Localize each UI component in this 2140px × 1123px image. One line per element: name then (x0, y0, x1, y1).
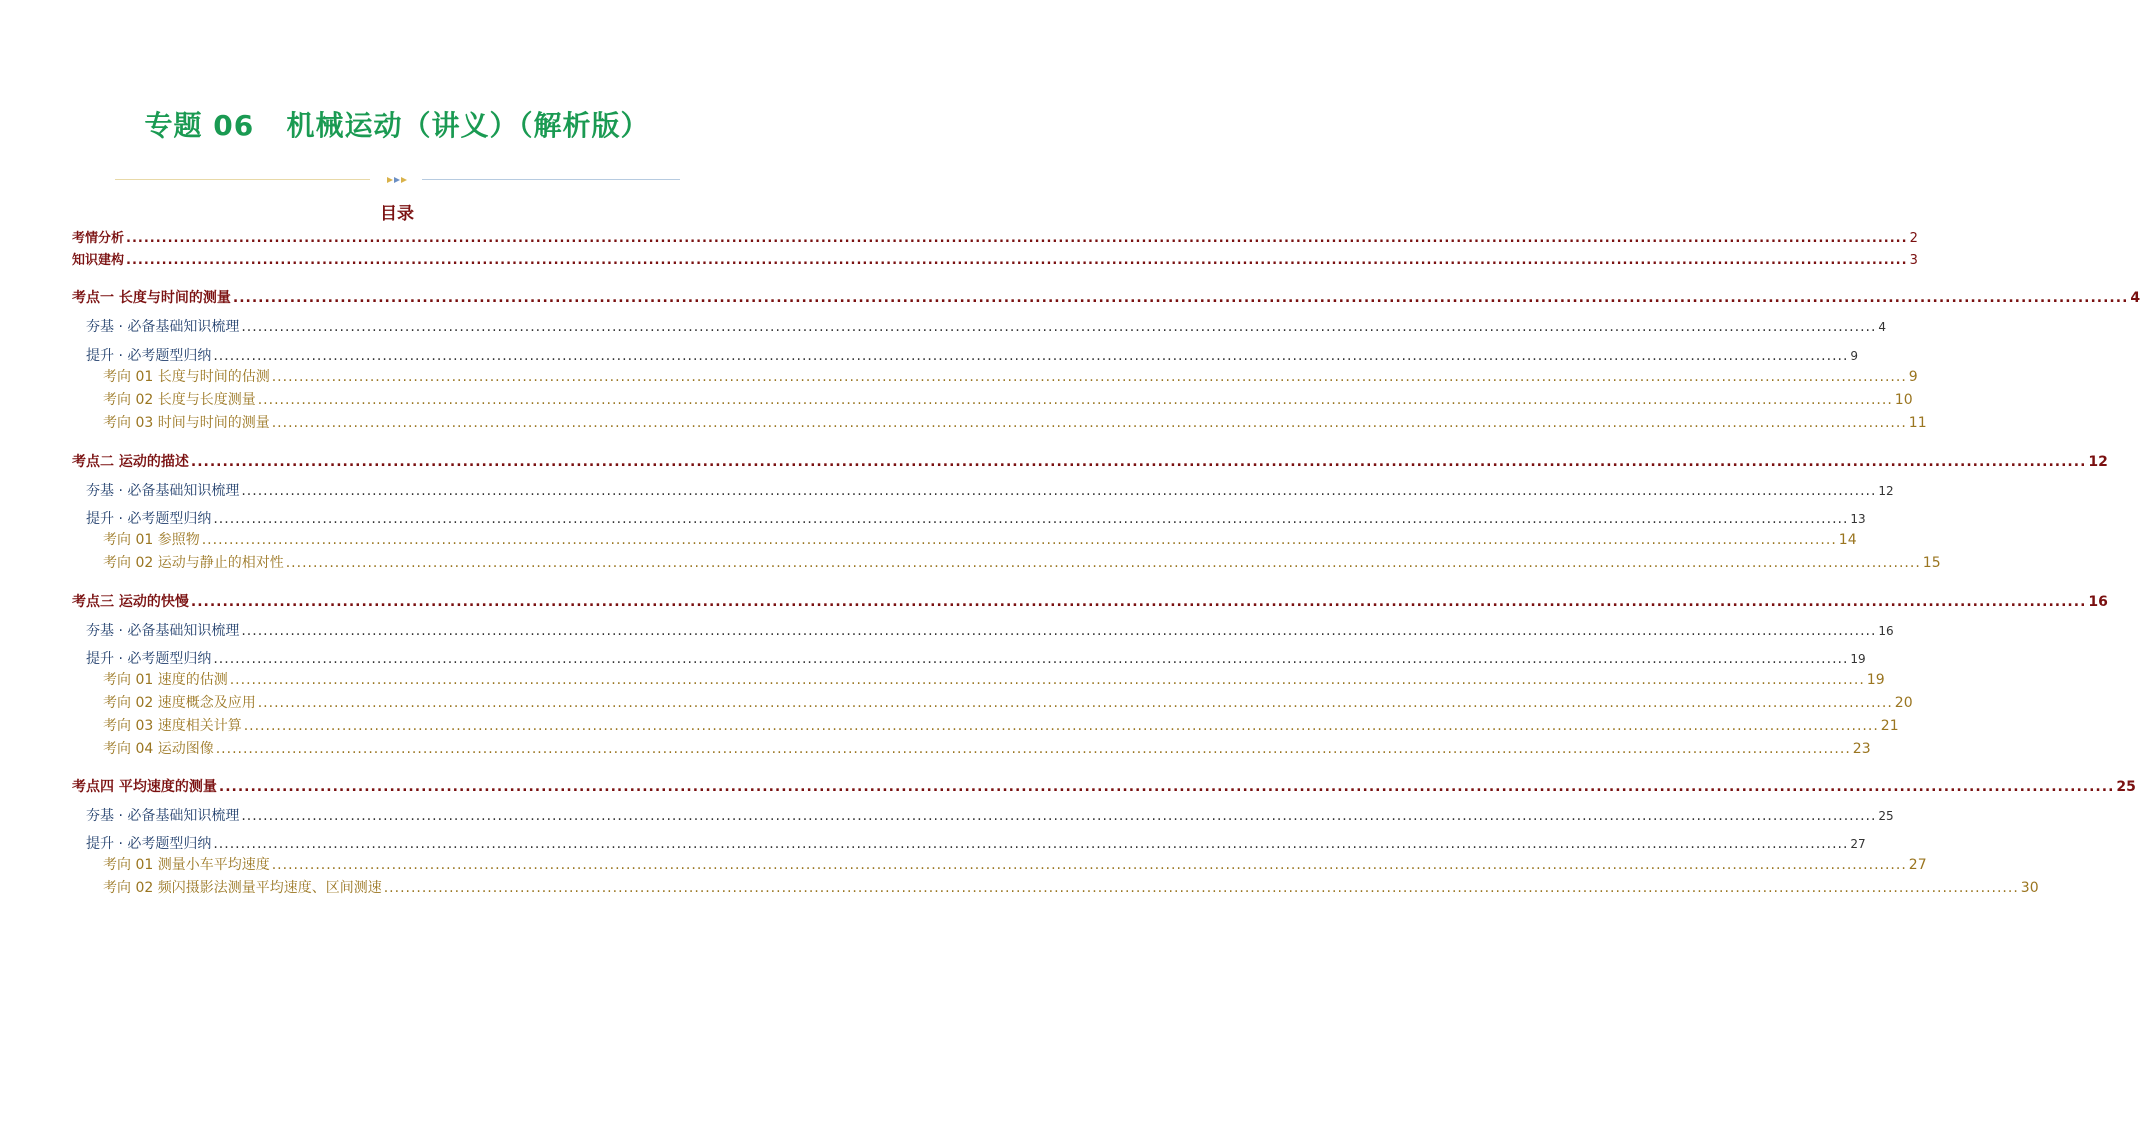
toc-leader-dots: ............................................................................................................................................................................................................................................................................................................ (271, 415, 1907, 431)
toc-direction[interactable] (103, 552, 1941, 572)
toc-leader-dots: ............................................................................................................................................................................................................................................................................................................ (243, 718, 1879, 734)
toc-entry-label: 提升 · 必考题型归纳 (86, 511, 212, 527)
toc-point-4[interactable] (72, 776, 2136, 796)
toc-page-number: 20 (1894, 695, 1913, 711)
toc-leader-dots: ............................................................................................................................................................................................................................................................................................................ (213, 348, 1849, 364)
toc-leader-dots: ............................................................................................................................................................................................................................................................................................................ (232, 290, 2129, 306)
toc-direction[interactable] (103, 877, 2039, 897)
toc-entry-label: 夯基 · 必备基础知识梳理 (86, 808, 240, 824)
toc-direction[interactable] (103, 715, 1899, 735)
toc-page-number: 3 (1909, 253, 1918, 268)
toc-improve-2[interactable] (86, 508, 1866, 528)
toc-basic-4[interactable] (86, 805, 1894, 825)
toc-entry-overview[interactable] (72, 227, 1918, 247)
toc-leader-dots: ............................................................................................................................................................................................................................................................................................................ (257, 392, 1893, 408)
toc-page-number: 12 (1878, 484, 1894, 498)
toc-point-1[interactable] (72, 287, 2140, 307)
toc-page-number: 16 (1878, 624, 1894, 638)
toc-leader-dots: ............................................................................................................................................................................................................................................................................................................ (241, 623, 1877, 639)
toc-page-number: 27 (1850, 837, 1866, 851)
document-title: 专题 06 机械运动（讲义）（解析版） (144, 109, 650, 142)
toc-entry-label: 考向 02 长度与长度测量 (103, 392, 256, 408)
toc-page-number: 13 (1850, 512, 1866, 526)
divider-ornament-icon (373, 175, 417, 185)
toc-page-number: 19 (1850, 652, 1866, 666)
title-divider (115, 174, 680, 186)
toc-basic-2[interactable] (86, 480, 1894, 500)
toc-leader-dots: ............................................................................................................................................................................................................................................................................................................ (126, 253, 1908, 268)
toc-entry-label: 提升 · 必考题型归纳 (86, 836, 212, 852)
toc-heading: 目录 (380, 204, 414, 224)
toc-page-number: 9 (1908, 369, 1918, 385)
toc-point-3[interactable] (72, 591, 2108, 611)
toc-leader-dots: ............................................................................................................................................................................................................................................................................................................ (213, 511, 1849, 527)
toc-leader-dots: ............................................................................................................................................................................................................................................................................................................ (213, 836, 1849, 852)
toc-page-number: 11 (1908, 415, 1927, 431)
toc-leader-dots: ............................................................................................................................................................................................................................................................................................................ (285, 555, 1921, 571)
toc-entry-label: 知识建构 (72, 253, 125, 268)
toc-page-number: 27 (1908, 857, 1927, 873)
toc-leader-dots: ............................................................................................................................................................................................................................................................................................................ (229, 672, 1865, 688)
toc-direction[interactable] (103, 529, 1857, 549)
toc-entry-label: 夯基 · 必备基础知识梳理 (86, 623, 240, 639)
toc-page-number: 9 (1850, 349, 1859, 363)
toc-improve-3[interactable] (86, 648, 1866, 668)
toc-direction[interactable] (103, 412, 1927, 432)
toc-page-number: 30 (2020, 880, 2039, 896)
toc-page-number: 23 (1852, 741, 1871, 757)
toc-improve-1[interactable] (86, 345, 1859, 365)
toc-leader-dots: ............................................................................................................................................................................................................................................................................................................ (218, 779, 2115, 795)
toc-basic-3[interactable] (86, 620, 1894, 640)
toc-entry-label: 提升 · 必考题型归纳 (86, 348, 212, 364)
toc-leader-dots: ............................................................................................................................................................................................................................................................................................................ (201, 532, 1837, 548)
toc-leader-dots: ............................................................................................................................................................................................................................................................................................................ (271, 369, 1907, 385)
toc-entry-label: 考向 01 参照物 (103, 532, 200, 548)
toc-entry-label: 考点四 平均速度的测量 (72, 779, 217, 795)
toc-entry-label: 考向 04 运动图像 (103, 741, 214, 757)
toc-point-2[interactable] (72, 451, 2108, 471)
toc-leader-dots: ............................................................................................................................................................................................................................................................................................................ (215, 741, 1851, 757)
toc-entry-knowledge[interactable] (72, 249, 1918, 269)
toc-direction[interactable] (103, 669, 1885, 689)
toc-basic-1[interactable] (86, 316, 1887, 336)
toc-leader-dots: ............................................................................................................................................................................................................................................................................................................ (213, 651, 1849, 667)
toc-entry-label: 夯基 · 必备基础知识梳理 (86, 483, 240, 499)
toc-entry-label: 考向 01 长度与时间的估测 (103, 369, 270, 385)
toc-entry-label: 夯基 · 必备基础知识梳理 (86, 319, 240, 335)
toc-page-number: 4 (2130, 290, 2140, 306)
toc-entry-label: 考向 03 速度相关计算 (103, 718, 242, 734)
toc-page-number: 4 (1878, 320, 1887, 334)
toc-entry-label: 考向 02 运动与静止的相对性 (103, 555, 284, 571)
toc-leader-dots: ............................................................................................................................................................................................................................................................................................................ (383, 880, 2019, 896)
toc-page-number: 14 (1838, 532, 1857, 548)
toc-entry-label: 考点二 运动的描述 (72, 454, 189, 470)
toc-leader-dots: ............................................................................................................................................................................................................................................................................................................ (241, 483, 1877, 499)
toc-page-number: 15 (1922, 555, 1941, 571)
toc-entry-label: 考向 01 测量小车平均速度 (103, 857, 270, 873)
toc-direction[interactable] (103, 738, 1871, 758)
toc-page-number: 16 (2088, 594, 2108, 610)
toc-entry-label: 考向 01 速度的估测 (103, 672, 228, 688)
toc-entry-label: 考向 03 时间与时间的测量 (103, 415, 270, 431)
toc-entry-label: 考向 02 速度概念及应用 (103, 695, 256, 711)
toc-leader-dots: ............................................................................................................................................................................................................................................................................................................ (241, 319, 1877, 335)
toc-direction[interactable] (103, 389, 1913, 409)
toc-entry-label: 考点一 长度与时间的测量 (72, 290, 231, 306)
toc-direction[interactable] (103, 366, 1918, 386)
toc-page-number: 21 (1880, 718, 1899, 734)
toc-improve-4[interactable] (86, 833, 1866, 853)
toc-leader-dots: ............................................................................................................................................................................................................................................................................................................ (190, 594, 2087, 610)
toc-page-number: 25 (2116, 779, 2136, 795)
toc-leader-dots: ............................................................................................................................................................................................................................................................................................................ (190, 454, 2087, 470)
toc-page-number: 10 (1894, 392, 1913, 408)
toc-page-number: 2 (1909, 231, 1918, 246)
toc-entry-label: 考向 02 频闪摄影法测量平均速度、区间测速 (103, 880, 382, 896)
toc-entry-label: 考点三 运动的快慢 (72, 594, 189, 610)
toc-page-number: 25 (1878, 809, 1894, 823)
toc-leader-dots: ............................................................................................................................................................................................................................................................................................................ (257, 695, 1893, 711)
toc-page-number: 19 (1866, 672, 1885, 688)
toc-leader-dots: ............................................................................................................................................................................................................................................................................................................ (271, 857, 1907, 873)
toc-entry-label: 提升 · 必考题型归纳 (86, 651, 212, 667)
toc-leader-dots: ............................................................................................................................................................................................................................................................................................................ (241, 808, 1877, 824)
toc-direction[interactable] (103, 854, 1927, 874)
toc-leader-dots: ............................................................................................................................................................................................................................................................................................................ (126, 231, 1908, 246)
toc-page-number: 12 (2088, 454, 2108, 470)
toc-entry-label: 考情分析 (72, 231, 125, 246)
toc-direction[interactable] (103, 692, 1913, 712)
